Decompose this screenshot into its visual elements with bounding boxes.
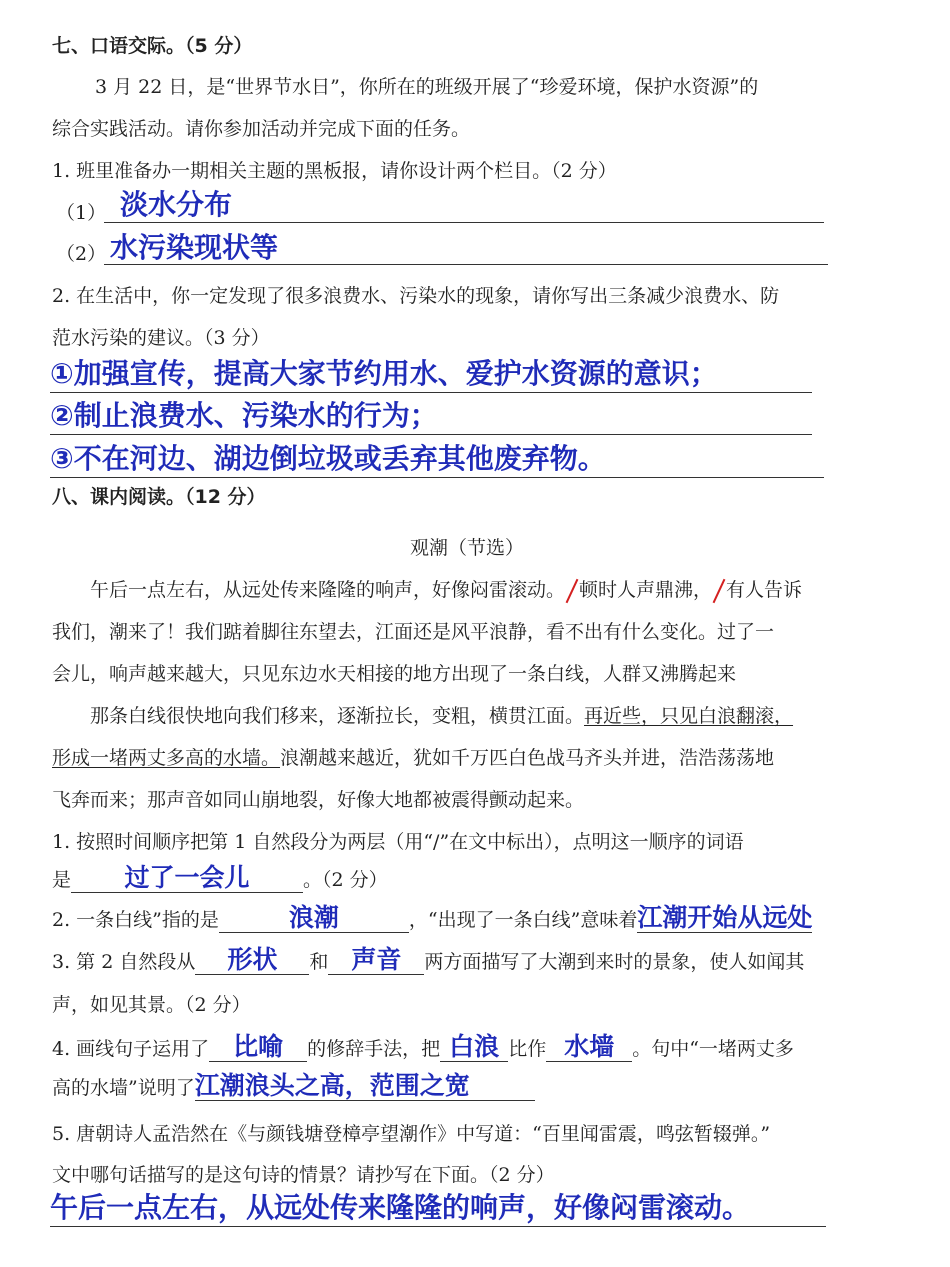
passage-p1-line2: 我们，潮来了！我们踮着脚往东望去，江面还是风平浪静，看不出有什么变化。过了一 (52, 621, 775, 643)
s8-q3-and: 和 (309, 951, 329, 973)
s8-q1-answer: 过了一会儿 (71, 864, 303, 893)
section8-title: 八、课内阅读。（12 分） (52, 486, 266, 508)
s8-q4-answer4: 江潮浪头之高，范围之宽 (195, 1072, 535, 1101)
s8-question5-line1: 5. 唐朝诗人孟浩然在《与颜钱塘登樟亭望潮作》中写道：“百里闻雷震，鸣弦暂辍弹。” (52, 1123, 771, 1145)
passage-title: 观潮（节选） (410, 537, 525, 559)
s8-q2-middle: ，“出现了一条白线”意味着 (408, 909, 638, 931)
s8-q2-answer2: 江潮开始从远处 (637, 903, 813, 932)
s8-question1-line2 (52, 864, 388, 893)
s8-q4-answer3: 水墙 (546, 1033, 632, 1062)
passage-p1-part1: 午后一点左右，从远处传来隆隆的响声，好像闷雷滚动。 (90, 579, 566, 601)
s8-q4-middle1: 的修辞手法，把 (307, 1038, 441, 1060)
s8-question2 (52, 904, 812, 933)
s7-q1-label1: （1） (56, 202, 107, 224)
s8-question3-line2: 声，如见其景。（2 分） (52, 994, 251, 1016)
s8-q5-answer: 午后一点左右，从远处传来隆隆的响声，好像闷雷滚动。 (50, 1191, 751, 1224)
s8-question4-line2 (52, 1072, 535, 1101)
answer-line (104, 222, 824, 223)
s7-q2-answer2: ②制止浪费水、污染水的行为； (50, 399, 438, 432)
s8-q2-prefix: 2. 一条白线”指的是 (52, 909, 219, 931)
s7-question1: 1. 班里准备办一期相关主题的黑板报，请你设计两个栏目。（2 分） (52, 160, 617, 182)
s8-q4-answer1: 比喻 (209, 1033, 307, 1062)
s8-q3-prefix: 3. 第 2 自然段从 (52, 951, 196, 973)
s8-q4-prefix: 4. 画线句子运用了 (52, 1038, 210, 1060)
s7-q2-answer1: ①加强宣传，提高大家节约用水、爱护水资源的意识； (50, 357, 718, 390)
answer-line (104, 264, 828, 265)
section7-intro-line2: 综合实践活动。请你参加活动并完成下面的任务。 (52, 118, 471, 140)
s7-q1-answer1: 淡水分布 (120, 188, 233, 221)
s8-q1-prefix: 是 (52, 869, 72, 891)
answer-line (50, 434, 812, 435)
s8-q3-answer1: 形状 (195, 946, 309, 975)
s7-q1-answer2: 水污染现状等 (110, 231, 279, 264)
s8-q2-answer1: 浪潮 (219, 904, 409, 933)
s8-question4-line1 (52, 1033, 794, 1062)
s8-q4-suffix: 。句中“一堵两丈多 (632, 1038, 794, 1060)
section7-intro-line1: 3 月 22 日，是“世界节水日”，你所在的班级开展了“珍爱环境，保护水资源”的 (95, 76, 759, 98)
s8-q4-middle2: 比作 (508, 1038, 547, 1060)
section7-title: 七、口语交际。（5 分） (52, 35, 253, 57)
s7-q2-answer3: ③不在河边、湖边倒垃圾或丢弃其他废弃物。 (50, 442, 606, 475)
s7-question2-line1: 2. 在生活中，你一定发现了很多浪费水、污染水的现象，请你写出三条减少浪费水、防 (52, 285, 780, 307)
s8-q1-suffix: 。（2 分） (303, 869, 388, 891)
answer-line (50, 392, 812, 393)
answer-line (50, 1226, 826, 1227)
passage-p2-line1 (90, 703, 793, 729)
s7-q1-label2: （2） (56, 243, 107, 265)
passage-p2-line2 (52, 745, 774, 771)
s8-q4-answer2: 白浪 (440, 1033, 508, 1062)
answer-line (50, 477, 824, 478)
s7-question2-line2: 范水污染的建议。（3 分） (52, 327, 270, 349)
passage-p2-part1: 那条白线很快地向我们移来，逐渐拉长，变粗，横贯江面。 (90, 705, 585, 727)
passage-p1-line3: 会儿，响声越来越大，只见东边水天相接的地方出现了一条白线，人群又沸腾起来 (52, 663, 737, 685)
s8-q3-suffix: 两方面描写了大潮到来时的景象，使人如闻其 (424, 951, 805, 973)
passage-p1-line1 (90, 577, 802, 603)
s8-question1-line1: 1. 按照时间顺序把第 1 自然段分为两层（用“/”在文中标出），点明这一顺序的词语 (52, 831, 744, 853)
s8-question5-line2: 文中哪句话描写的是这句诗的情景？请抄写在下面。（2 分） (52, 1164, 555, 1186)
passage-p2-line3: 飞奔而来；那声音如同山崩地裂，好像大地都被震得颤动起来。 (52, 789, 585, 811)
passage-p1-part3: 有人告诉 (726, 579, 803, 601)
s8-question3-line1 (52, 946, 804, 975)
passage-p1-part2: 顿时人声鼎沸， (579, 579, 713, 601)
passage-p2-part3: 浪潮越来越近，犹如千万匹白色战马齐头并进，浩浩荡荡地 (280, 747, 775, 769)
underlined-sentence-part2: 形成一堵两丈多高的水墙。 (52, 747, 281, 769)
s8-q3-answer2: 声音 (328, 946, 424, 975)
s8-q4-line2-prefix: 高的水墙”说明了 (52, 1077, 195, 1099)
underlined-sentence-part1: 再近些，只见白浪翻滚， (584, 705, 794, 727)
